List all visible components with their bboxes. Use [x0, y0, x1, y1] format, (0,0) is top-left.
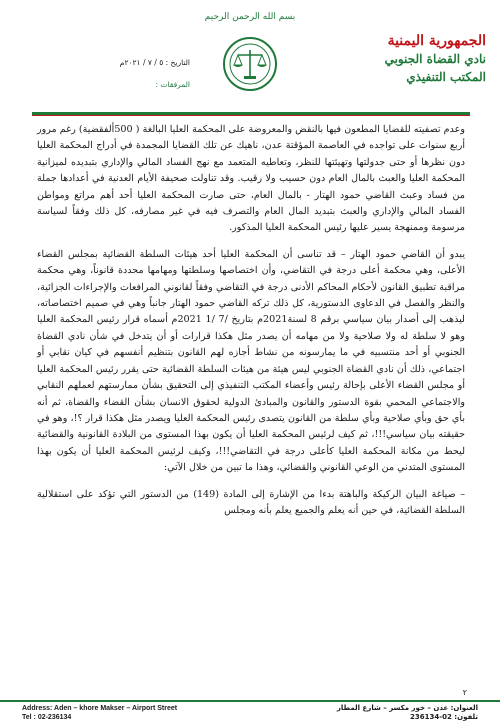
- footer-arabic: [337, 704, 478, 722]
- basmala: بسم الله الرحمن الرحيم: [204, 12, 296, 22]
- page-number: ٢: [462, 688, 467, 697]
- tel-ar: تلفون: 02-236134: [409, 713, 478, 721]
- tel-en: Tel : 02-236134: [22, 714, 72, 721]
- body-paragraph-3: – صياغة البيان الركيكة والباهتة بدءا من الإشارة إلى المادة (149) من الدستور التي تؤكد على استقلالية السلطة القضائية، في حين أنه يعلم والجميع يعلم بأنه ومجلس: [37, 488, 465, 516]
- judges-club-emblem-icon: [222, 36, 278, 92]
- date-label: التاريخ : ٥ / ٧ / ٢٠٢١م: [119, 58, 190, 67]
- club-title: نادي القضاة الجنوبي: [384, 52, 486, 66]
- republic-title: الجمهورية اليمنية: [387, 33, 486, 49]
- body-paragraph-1: وعدم تصفيته للقضايا المطعون فيها بالنقض والمعروضة على المحكمة العليا البالغة ( 500ألفقضية) رغم مرور أربع سنوات على تواجده في العاصمة المؤقتة عدن، ناهيك عن تلك القضايا المجمدة في أدراج المحكمة العليا دون نظرها أو حتى جدولتها وتهيئتها للنظر، وتعاطيه المتعمد مع نهج الفساد المالي والإداري بتبديده لميزانية المحكمة العليا والعبث بالمال العام دون حسيب ولا رقيب. وقد تناولت صحيفة الأيام العدنية في أعدادها جملة من فساد وعبث القاضي حمود الهتار - بالمال العام، حتى صارت المحكمة العليا أحد أهم مراتع ومواطن الفساد المالي والإداري والعبث بتبديد المال العام والتصرف فيه في غير مصارفه، كل ذلك وفقاً لسياسة مرسومة وممنهجة يسير عليها رئيس المحكمة العليا المذكور.: [37, 124, 466, 234]
- footer: [0, 700, 500, 724]
- office-title: المكتب التنفيذي: [406, 70, 486, 84]
- header-divider: [32, 112, 470, 116]
- address-ar: العنوان: عدن – خور مكسر – شارع المطار: [336, 704, 478, 712]
- attachments-label: المرفقات :: [155, 80, 190, 89]
- reference-block: [70, 52, 190, 96]
- letter-body: [37, 122, 465, 519]
- address-en: Address: Aden – khore Makser – Airport Street: [22, 705, 178, 712]
- body-paragraph-2: يبدو أن القاضي حمود الهتار – قد تناسى أن المحكمة العليا أحد هيئات السلطة القضائية بمجلس القضاء الأعلى، وهي محكمة أعلى درجة في التقاضي، وأن اختصاصها وسلطتها ومهامها محددة قانوناً، وهي محكمة مراقبة تطبيق القانون لأحكام المحاكم الأدنى درجة في التقاضي وفقاً لقانوني المرافعات والإجراءات الجزائية، والنظر والفصل في الدعاوى الدستورية، كل ذلك تركه القاضي حمود الهتار جانباً وهي في صميم اختصاصاته، ليذهب إلى أصدار بيان سياسي برقم 8 لسنة2021م بتاريخ /7 /1 2021م أسماه قرار رئيس المحكمة العليا وهو لا سلطة له ولا صلاحية ولا من مهامه أن يصدر مثل هكذا قرارات أو أن يتدخل في شأن نادي القضاة الجنوبي أو أحد منتسبيه في ما يمارسونه من نشاط أجازه لهم القانون بتنظيم أنفسهم في كيان نقابي أو اجتماعي، ذلك أن نادي القضاة الجنوبي ليس هيئة من هيئات السلطة القضائية حتى يقرر رئيس المحكمة العليا أو مجلس القضاء الأعلى بإحالة رئيس وأعضاء المكتب التنفيذي إلى التحقيق بشأن ممارستهم لعملهم النقابي والاجتماعي المحمي بقوة الدستور والقانون والمبادئ الدولية لحقوق الانسان بشأن القضاء والقضاة، ثم أنه بأي حق وبأي صلاحية وبأي سلطة من القانون يتصدى رئيس المحكمة العليا ويصدر مثل هكذا قرار ؟!، وهو في حقيقته بيان سياسي!!!، ثم كيف لرئيس المحكمة العليا أن يكون بهذا المستوى من البلادة القانونية والقضائية ليحط من مكانة المحكمة العليا كأعلى درجة في التقاضي!!!، وكيف لرئيس المحكمة العليا أن يكون بهذا المستوى المتدني من الوعي القانوني والقضائي، وهذا ما تبين من خلال الآتي:: [37, 248, 465, 474]
- footer-english: [22, 704, 177, 722]
- letterhead-arabic: [336, 32, 486, 86]
